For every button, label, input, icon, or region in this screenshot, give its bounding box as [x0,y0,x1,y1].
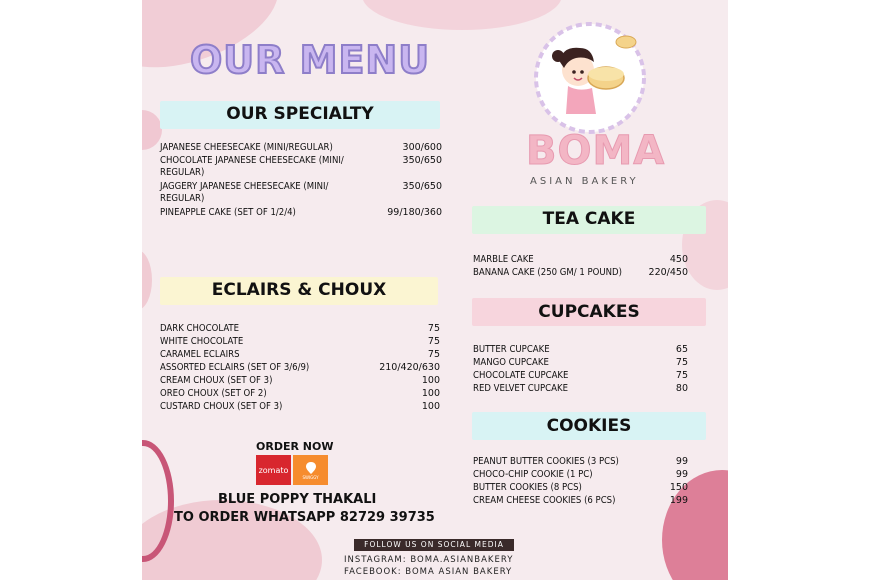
cookies-price: 99 [675,469,688,480]
whatsapp-order: TO ORDER WHATSAPP 82729 39735 [174,510,435,525]
eclairs-price: 75 [427,336,440,347]
cupcakes-item: RED VELVET CUPCAKE [473,383,568,394]
teacake-item: MARBLE CAKE [473,254,534,265]
eclairs-item: OREO CHOUX (SET OF 2) [160,388,267,399]
eclairs-item: CARAMEL ECLAIRS [160,349,240,360]
cupcakes-price: 75 [675,357,688,368]
blob-left-lower [142,250,152,310]
blob-left-mid [142,110,162,150]
specialty-item: JAGGERY JAPANESE CHEESECAKE (MINI/ [160,181,329,192]
swiggy-button[interactable] [293,455,328,485]
specialty-item-cont: REGULAR) [160,167,205,178]
eclairs-price: 100 [421,388,440,399]
specialty-price: 99/180/360 [387,207,442,218]
cookies-heading: COOKIES [546,416,632,436]
eclairs-price: 100 [421,401,440,412]
cookies-price: 199 [669,495,688,506]
instagram-handle[interactable]: INSTAGRAM: BOMA.ASIANBAKERY [344,555,514,565]
cookies-item: PEANUT BUTTER COOKIES (3 PCS) [473,456,619,467]
eclairs-price: 100 [421,375,440,386]
menu-title: OUR MENU [190,38,431,82]
specialty-item: CHOCOLATE JAPANESE CHEESECAKE (MINI/ [160,155,344,166]
facebook-handle[interactable]: FACEBOOK: BOMA ASIAN BAKERY [344,567,513,577]
zomato-label: zomato [258,465,289,475]
eclairs-item: CREAM CHOUX (SET OF 3) [160,375,273,386]
swiggy-label: SWIGGY [302,474,319,480]
cookies-item: CREAM CHEESE COOKIES (6 PCS) [473,495,616,506]
cupcakes-price: 75 [675,370,688,381]
specialty-item-cont: REGULAR) [160,193,205,204]
teacake-price: 450 [669,254,688,265]
cookies-price: 150 [669,482,688,493]
social-banner [354,539,514,551]
cookies-item: BUTTER COOKIES (8 PCS) [473,482,582,493]
eclairs-price: 210/420/630 [379,362,440,373]
teacake-item: BANANA CAKE (250 GM/ 1 POUND) [473,267,622,278]
specialty-heading: OUR SPECIALTY [226,104,374,124]
cupcakes-item: MANGO CUPCAKE [473,357,549,368]
cupcakes-item: CHOCOLATE CUPCAKE [473,370,569,381]
cupcakes-heading: CUPCAKES [538,302,640,322]
social-banner-label: FOLLOW US ON SOCIAL MEDIA [364,540,504,549]
cupcakes-item: BUTTER CUPCAKE [473,344,550,355]
order-now-label: ORDER NOW [256,440,334,453]
eclairs-heading: ECLAIRS & CHOUX [211,280,387,300]
eclairs-item: DARK CHOCOLATE [160,323,240,334]
teacake-heading: TEA CAKE [542,209,636,229]
cookies-item: CHOCO-CHIP COOKIE (1 PC) [473,469,593,480]
brand-name: BOMA [526,128,666,174]
cupcakes-price: 80 [675,383,688,394]
specialty-item: JAPANESE CHEESECAKE (MINI/REGULAR) [160,142,333,153]
girl-with-cake-icon [530,18,650,138]
specialty-price: 350/650 [402,155,442,166]
eclairs-price: 75 [427,323,440,334]
mascot-logo [530,18,650,138]
swiggy-logo-icon [305,461,317,475]
cupcakes-price: 65 [675,344,688,355]
eclairs-price: 75 [427,349,440,360]
specialty-item: PINEAPPLE CAKE (SET OF 1/2/4) [160,207,296,218]
specialty-price: 350/650 [402,181,442,192]
brand-subtitle: ASIAN BAKERY [530,176,639,187]
menu-poster [142,0,728,580]
shop-name: BLUE POPPY THAKALI [218,492,377,507]
eclairs-item: ASSORTED ECLAIRS (SET OF 3/6/9) [160,362,310,373]
cookies-price: 99 [675,456,688,467]
specialty-price: 300/600 [402,142,442,153]
zomato-button[interactable] [256,455,291,485]
eclairs-item: CUSTARD CHOUX (SET OF 3) [160,401,283,412]
teacake-price: 220/450 [648,267,688,278]
eclairs-item: WHITE CHOCOLATE [160,336,244,347]
